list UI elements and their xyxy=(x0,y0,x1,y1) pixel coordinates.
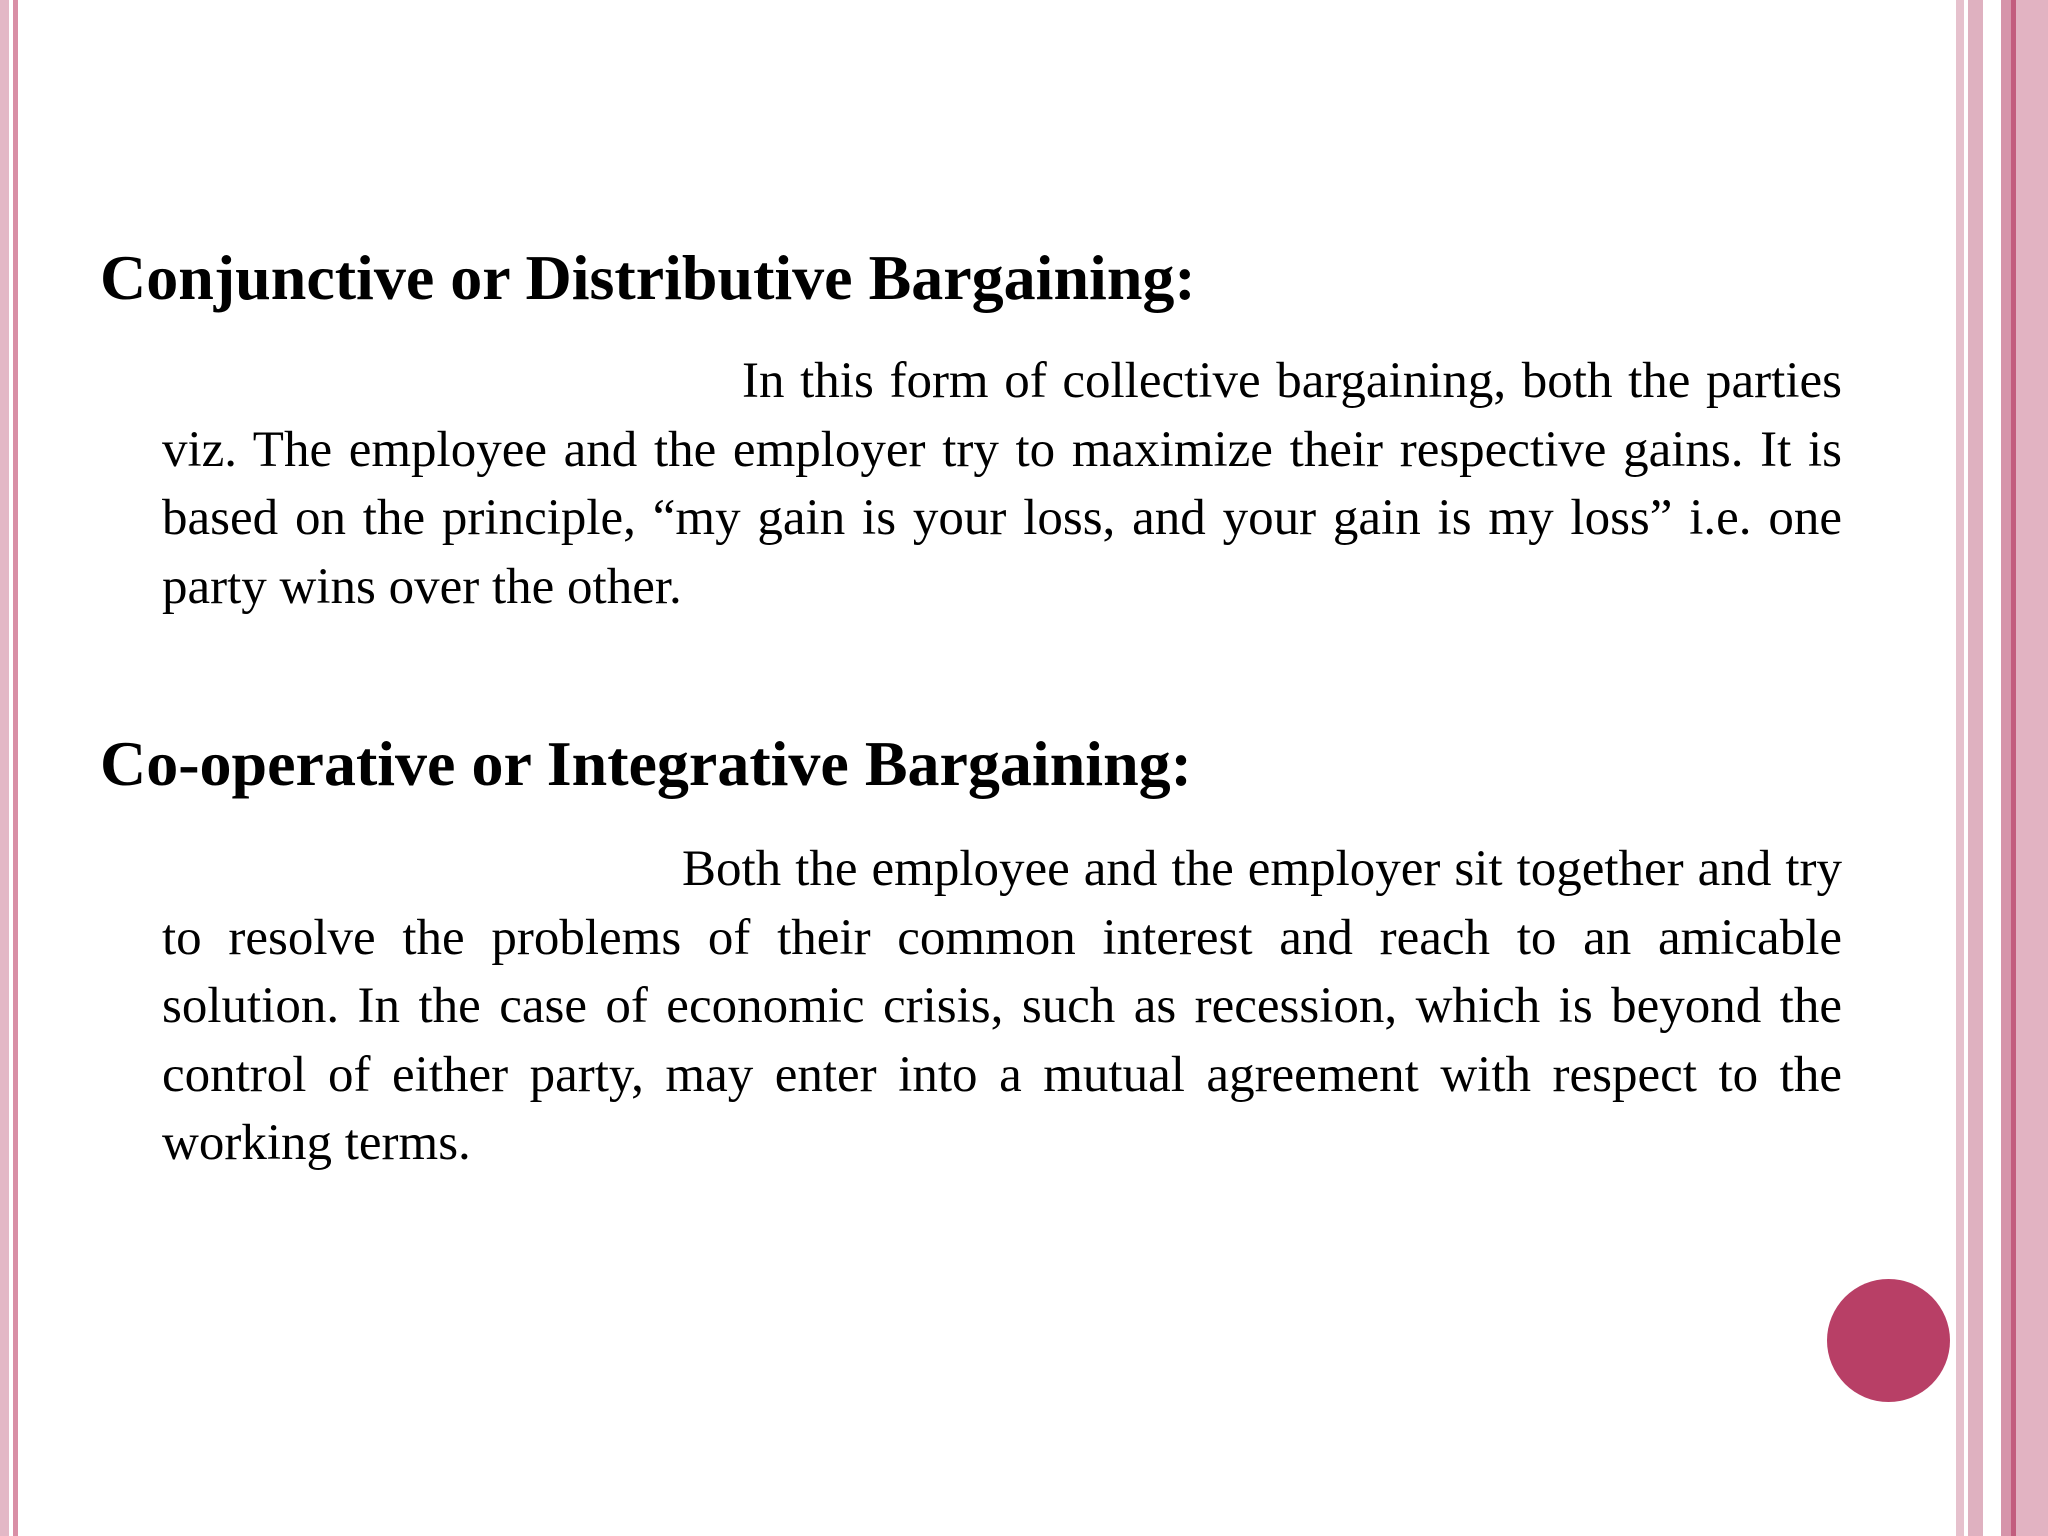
right-border-stripe xyxy=(2016,0,2048,1536)
section-heading-cooperative: Co-operative or Integrative Bargaining: xyxy=(100,728,1192,799)
section-heading-conjunctive: Conjunctive or Distributive Bargaining: xyxy=(100,242,1196,313)
right-border-stripe xyxy=(1968,0,1983,1536)
section-body-conjunctive: In this form of collective bargaining, both the parties viz. The employee and the employer try to maximize their respective gains. It is based on the principle, “my gain is your loss, and your gain is my loss” i.e. one party wins over the other. xyxy=(162,353,1842,615)
decorative-circle xyxy=(1827,1279,1950,1402)
left-border-stripe xyxy=(13,0,18,1536)
right-border-stripe xyxy=(1983,0,2001,1536)
right-border-stripe xyxy=(1956,0,1964,1536)
section-body-cooperative: Both the employee and the employer sit together and try to resolve the problems of their common interest and reach to an amicable solution. In the case of economic crisis, such as recession, which is beyond the control of either party, may enter into a mutual agreement with respect to the working terms. xyxy=(162,841,1842,1171)
left-border-stripe xyxy=(0,0,9,1536)
right-border-stripe xyxy=(2001,0,2011,1536)
